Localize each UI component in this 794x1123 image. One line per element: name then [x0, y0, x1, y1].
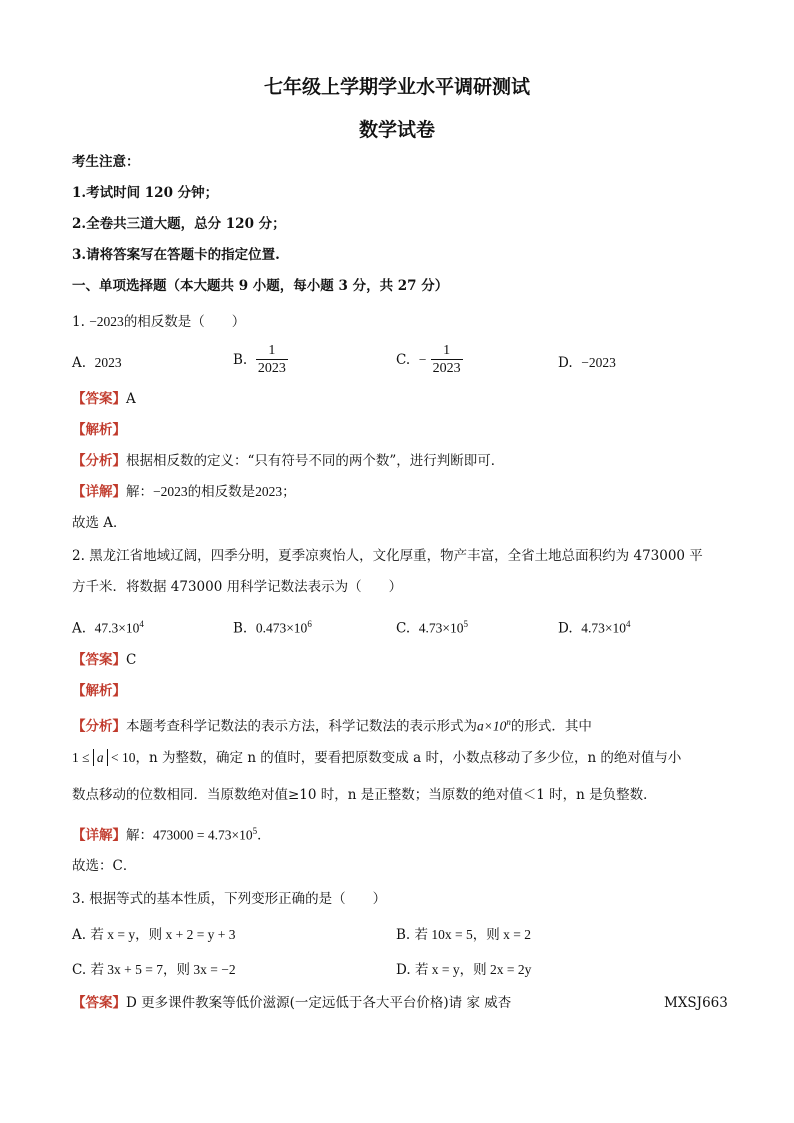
- q1-option-c-sign: −: [418, 352, 427, 367]
- q1-option-d-label: D.: [558, 355, 573, 371]
- q3-text: 根据等式的基本性质，下列变形正确的是（ ）: [89, 891, 387, 907]
- q2-answer: [72, 651, 136, 669]
- q1-fenxi: [72, 452, 504, 470]
- q2-detail-end: ．: [257, 827, 271, 844]
- fenxi-tag: 【分析】: [72, 718, 126, 735]
- q1-option-b-denominator: 2023: [257, 361, 286, 376]
- q2-option-b-label: B.: [233, 620, 248, 637]
- q1-option-c: [396, 343, 463, 377]
- q1-option-b-label: B.: [233, 352, 248, 368]
- q2-number: 2.: [72, 548, 85, 564]
- q2-line-1-text: 黑龙江省地域辽阔，四季分明，夏季凉爽怡人，文化厚重，物产丰富，全省土地总面积约为 473000 平: [89, 548, 703, 564]
- q3-answer: [72, 994, 511, 1012]
- footer-code: MXSJ663: [664, 995, 728, 1011]
- q2-option-d-label: D.: [558, 620, 573, 637]
- answer-tag: 【答案】: [72, 391, 126, 407]
- section-heading: 一、单项选择题（本大题共 9 小题，每小题 3 分，共 27 分）: [72, 278, 449, 294]
- notice-item-3: 3.请将答案写在答题卡的指定位置.: [72, 247, 280, 263]
- q2-option-d-base: 4.73×10: [581, 620, 626, 636]
- q1-option-c-numerator: 1: [443, 343, 451, 358]
- q2-fenxi-pre: 本题考查科学记数法的表示方法，科学记数法的表示形式为: [126, 718, 477, 735]
- q2-conclusion: 故选：C．: [72, 858, 137, 874]
- footer-promo-text: 更多课件教案等低价滋源(一定远低于各大平台价格)请 家 威杏: [141, 995, 512, 1011]
- q3-option-c: [72, 961, 236, 979]
- q2-condition-pre: 1 ≤: [72, 750, 93, 765]
- q2-option-b: [233, 615, 312, 638]
- q3-option-a-label: A.: [72, 927, 87, 943]
- q2-option-a-label: A.: [72, 620, 87, 637]
- q2-detail-pre: 解：: [126, 827, 153, 844]
- q1-option-a: [72, 354, 122, 372]
- q2-fenxi-post: 的形式．其中: [510, 718, 592, 735]
- q3-option-a: [72, 926, 236, 944]
- q1-stem: [72, 313, 245, 331]
- q3-option-c-value: 若 3x + 5 = 7，则 3x = −2: [90, 962, 236, 977]
- q1-option-b-numerator: 1: [268, 343, 276, 358]
- q2-option-c-base: 4.73×10: [418, 620, 464, 636]
- q1-detail-expr1: −2023: [153, 484, 188, 499]
- q1-answer: [72, 390, 136, 408]
- q3-option-a-value: 若 x = y，则 x + 2 = y + 3: [90, 927, 236, 942]
- q1-option-a-value: 2023: [94, 355, 122, 370]
- q2-option-c-label: C.: [396, 620, 411, 637]
- q2-condition-post: < 10: [107, 750, 136, 765]
- page-subtitle: 数学试卷: [358, 119, 435, 141]
- q1-detail-mid: 的相反数是: [187, 484, 256, 500]
- q2-answer-value: C: [126, 652, 137, 668]
- q3-number: 3.: [72, 891, 85, 907]
- q2-condition-text: ，n 为整数，确定 n 的值时，要看把原数变成 a 时，小数点移动了多少位，n 的绝对值与小: [135, 750, 682, 766]
- notice-item-2: 2.全卷共三道大题，总分 120 分；: [72, 216, 286, 232]
- detail-tag: 【详解】: [72, 484, 126, 500]
- notice-item-1: 1.考试时间 120 分钟；: [72, 185, 219, 201]
- q2-detail-expr: 473000 = 4.73×10: [153, 827, 253, 843]
- q1-option-d-value: −2023: [581, 355, 616, 370]
- q1-option-b: [233, 343, 288, 377]
- q2-explanation-line: 数点移动的位数相同．当原数绝对值≥10 时，n 是正整数；当原数的绝对值＜1 时，n 是负整数．: [72, 787, 657, 803]
- q2-fenxi: [72, 713, 592, 736]
- q1-expression: −2023: [89, 314, 124, 329]
- q3-stem: [72, 890, 386, 908]
- q3-option-b: [396, 926, 531, 944]
- q2-detail-exponent: 5: [252, 826, 258, 836]
- q1-answer-value: A: [126, 391, 136, 407]
- q2-detail: [72, 822, 271, 845]
- q2-option-a: [72, 615, 144, 638]
- q1-detail-expr2: 2023: [255, 484, 283, 499]
- q1-option-c-label: C.: [396, 352, 411, 368]
- q3-answer-value: D: [126, 995, 137, 1011]
- answer-tag: 【答案】: [72, 652, 126, 668]
- answer-tag: 【答案】: [72, 995, 126, 1011]
- q3-option-d: [396, 961, 531, 979]
- q1-text: 的相反数是（ ）: [123, 314, 246, 330]
- q2-analysis-tag: 【解析】: [72, 683, 126, 699]
- q1-analysis-tag: 【解析】: [72, 422, 126, 438]
- q1-conclusion: 故选 A．: [72, 515, 127, 531]
- q2-condition-abs: a: [93, 749, 108, 766]
- q3-option-d-label: D.: [396, 962, 411, 978]
- q2-option-a-base: 47.3×10: [94, 620, 140, 636]
- fenxi-tag: 【分析】: [72, 453, 126, 469]
- q2-stem-line-2: 方千米．将数据 473000 用科学记数法表示为（ ）: [72, 579, 403, 595]
- q3-option-c-label: C.: [72, 962, 87, 978]
- q2-fenxi-form: a×10: [477, 718, 507, 734]
- q2-fenxi-form-exponent: n: [506, 717, 511, 727]
- q2-option-a-exponent: 4: [139, 619, 144, 629]
- q1-number: 1.: [72, 314, 85, 330]
- q1-option-a-label: A.: [72, 355, 87, 371]
- notice-heading: 考生注意：: [72, 154, 140, 170]
- q1-option-c-fraction: [431, 343, 463, 377]
- q2-option-c-exponent: 5: [463, 619, 468, 629]
- q2-option-d-exponent: 4: [625, 619, 631, 629]
- q2-option-d: [558, 615, 630, 638]
- q1-option-d: [558, 354, 616, 372]
- q3-option-b-label: B.: [396, 927, 411, 943]
- q2-option-c: [396, 615, 468, 638]
- detail-tag: 【详解】: [72, 827, 126, 844]
- q2-option-b-base: 0.473×10: [255, 620, 308, 636]
- q1-option-c-denominator: 2023: [432, 361, 461, 376]
- q3-option-b-value: 若 10x = 5，则 x = 2: [414, 927, 531, 942]
- q2-option-b-exponent: 6: [307, 619, 312, 629]
- q1-fenxi-text: 根据相反数的定义：“只有符号不同的两个数”，进行判断即可．: [126, 453, 505, 469]
- q1-detail: [72, 483, 296, 501]
- q1-detail-pre: 解：: [126, 484, 153, 500]
- q1-option-b-fraction: [256, 343, 288, 377]
- page-title: 七年级上学期学业水平调研测试: [263, 76, 530, 98]
- q2-condition-line: [72, 749, 681, 767]
- q1-detail-end: ；: [282, 484, 296, 500]
- q3-option-d-value: 若 x = y，则 2x = 2y: [414, 962, 532, 977]
- q2-stem-line-1: [72, 547, 703, 565]
